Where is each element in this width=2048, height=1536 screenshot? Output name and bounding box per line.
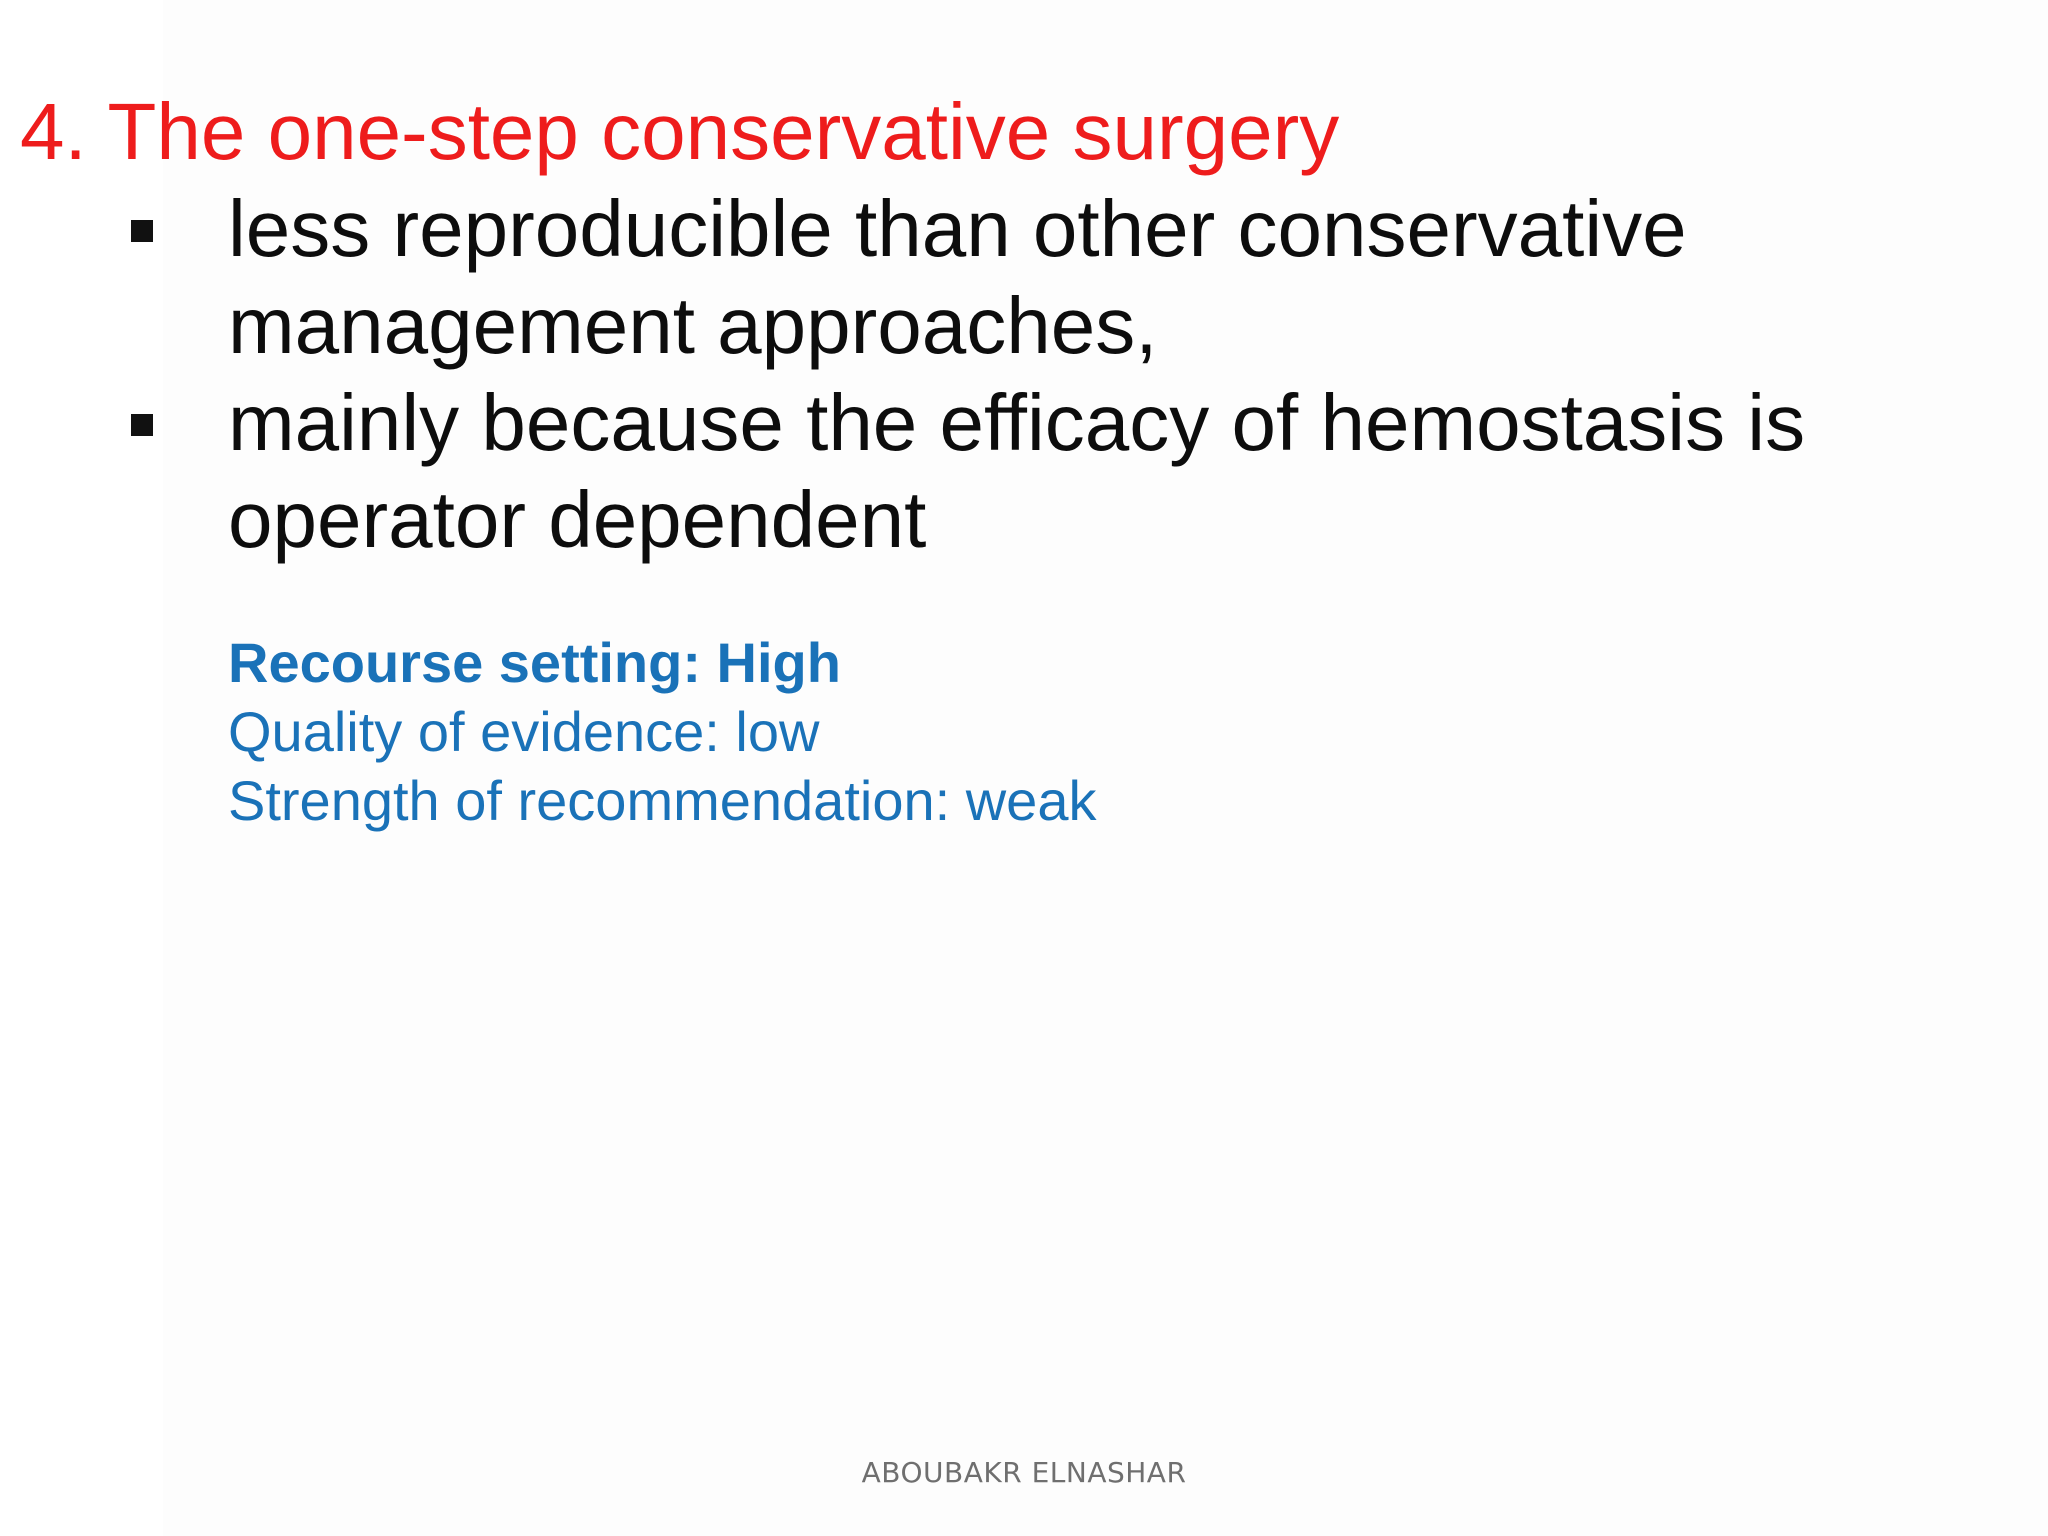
bullet-item [0,374,2048,568]
bullet-text: mainly because the efficacy of hemostasis is operator dependent [228,378,1806,564]
slide-title: 4. The one-step conservative surgery [20,87,1340,176]
strength-of-recommendation-line: Strength of recommendation: weak [228,769,1097,832]
footer-author: ABOUBAKR ELNASHAR [861,1456,1187,1489]
bullet-list [0,180,2048,568]
square-bullet-icon [131,414,153,436]
bullet-text: less reproducible than other conservative management approaches, [228,184,1687,370]
resource-setting-line: Recourse setting: High [228,631,841,694]
recommendation-block [228,628,1096,835]
bullet-item [0,180,2048,374]
square-bullet-icon [131,220,153,242]
quality-of-evidence-line: Quality of evidence: low [228,700,820,763]
